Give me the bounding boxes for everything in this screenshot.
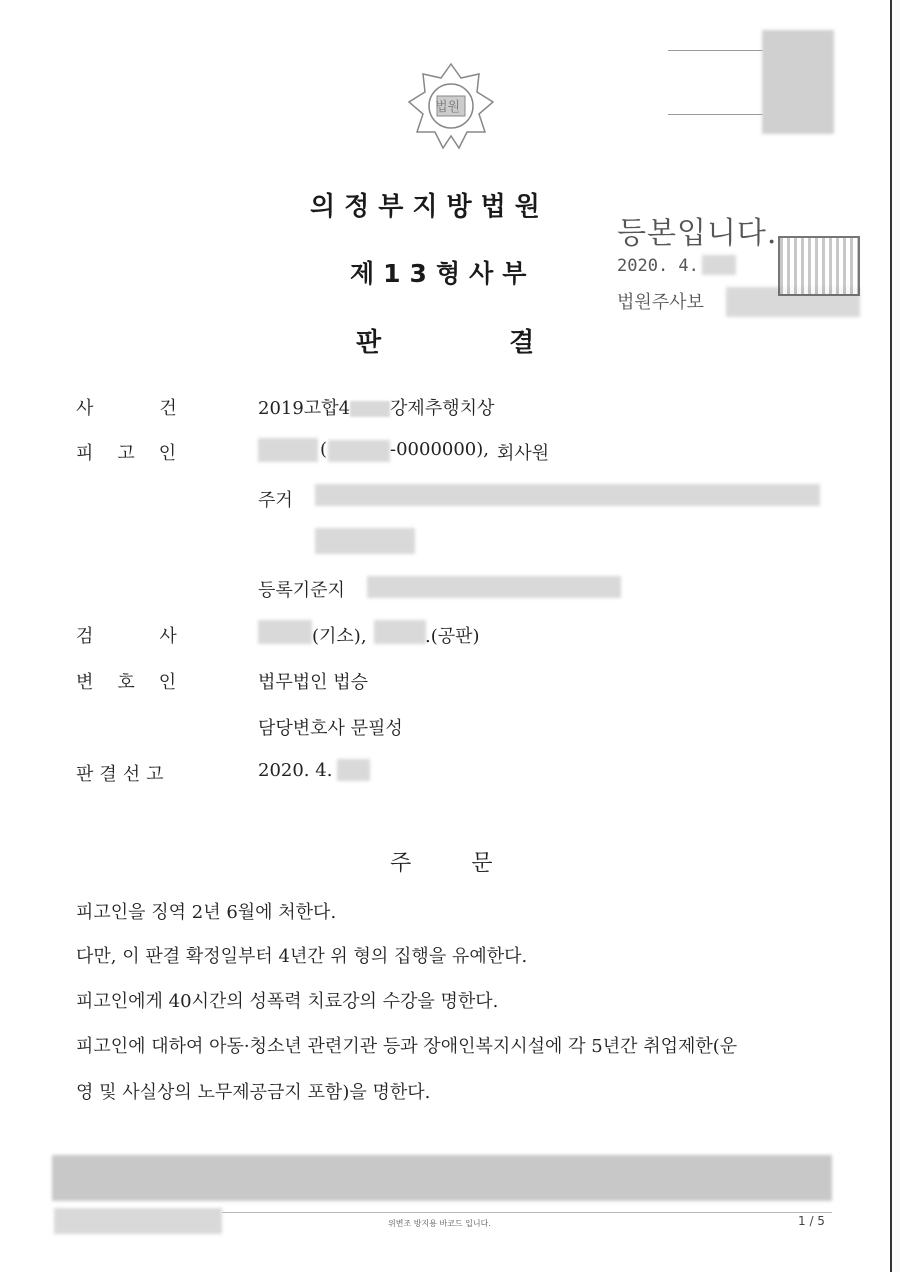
redacted-address xyxy=(315,484,820,506)
redacted-footer-id xyxy=(54,1208,222,1234)
clerk-title: 법원주사보 xyxy=(617,292,704,313)
redacted-block xyxy=(762,30,834,134)
counsel-firm: 법무법인 법승 xyxy=(258,672,369,693)
certified-date: 2020. 4. xyxy=(617,256,699,276)
case-number: 2019고합4 강제추행치상 xyxy=(258,398,495,419)
defendant-id-tail: -0000000), xyxy=(390,439,489,460)
redacted-prosecutor-1 xyxy=(258,620,312,644)
official-seal xyxy=(778,236,860,296)
divider-line xyxy=(668,50,763,51)
redacted-registry xyxy=(367,576,621,598)
redacted-sentence-day xyxy=(337,759,370,781)
sentence-date: 2020. 4. xyxy=(258,760,333,781)
redacted-prosecutor-2 xyxy=(374,620,426,644)
title-char: 결 xyxy=(509,328,535,358)
redacted-defendant-id xyxy=(328,440,390,462)
defendant-label: 피 고 인 xyxy=(76,443,177,464)
division-name: 제13형사부 xyxy=(350,259,536,288)
footer-line xyxy=(222,1212,832,1213)
title-char: 판 xyxy=(356,328,382,358)
counsel-label: 변 호 인 xyxy=(76,672,177,693)
divider-line xyxy=(668,114,763,115)
order-line: 피고인을 징역 2년 6월에 처한다. xyxy=(76,902,337,923)
prosecutor-label: 검 사 xyxy=(76,626,177,647)
redacted-day xyxy=(702,255,736,275)
order-line: 영 및 사실상의 노무제공금지 포함)을 명한다. xyxy=(76,1082,431,1103)
prosecutor-1-role: (기소), xyxy=(312,626,367,647)
registry-label: 등록기준지 xyxy=(258,580,345,601)
sentence-label: 판 결 선 고 xyxy=(76,764,164,785)
document-title xyxy=(356,322,534,359)
order-title: 주 문 xyxy=(390,851,493,876)
redacted-barcode-band xyxy=(52,1155,832,1201)
court-name: 의정부지방법원 xyxy=(310,192,549,222)
page-number: 1 / 5 xyxy=(798,1214,825,1228)
order-line: 피고인에게 40시간의 성폭력 치료강의 수강을 명한다. xyxy=(76,991,499,1012)
case-label: 사 건 xyxy=(76,398,177,419)
prosecutor-2-role: .(공판) xyxy=(425,626,480,647)
order-line: 다만, 이 판결 확정일부터 4년간 위 형의 집행을 유예한다. xyxy=(76,946,528,967)
defendant-id-open: ( xyxy=(320,439,328,460)
defendant-occupation: 회사원 xyxy=(497,443,550,464)
barcode-note: 위변조 방지용 바코드 입니다. xyxy=(388,1219,491,1228)
order-line: 피고인에 대하여 아동·청소년 관련기관 등과 장애인복지시설에 각 5년간 취업제한(운 xyxy=(76,1036,738,1057)
address-label: 주거 xyxy=(258,490,293,511)
redacted-address-line2 xyxy=(315,528,415,554)
counsel-attorney: 담당변호사 문필성 xyxy=(258,718,403,739)
emblem-text: 법원 xyxy=(435,100,461,115)
redacted-defendant-name xyxy=(258,438,318,462)
certified-copy-stamp: 등본입니다. xyxy=(617,216,778,251)
page-edge xyxy=(890,0,900,1272)
